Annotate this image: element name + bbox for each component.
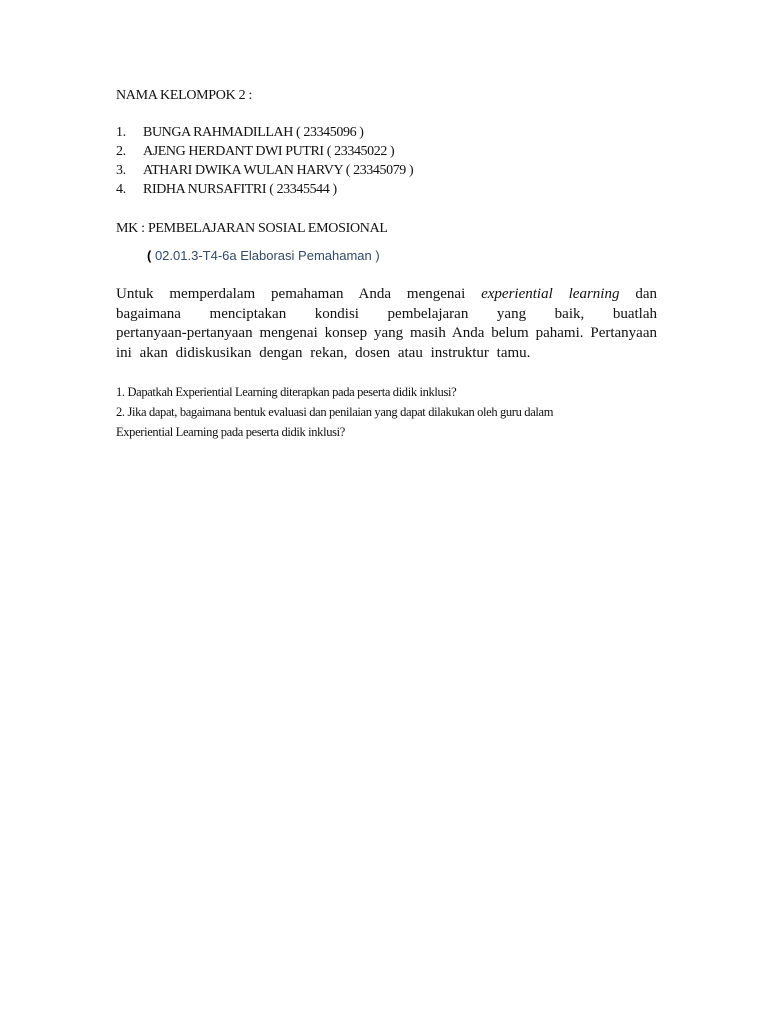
intro-paragraph: [116, 285, 657, 363]
member-list: [116, 125, 413, 201]
intro-line-1: [116, 285, 657, 305]
member-name: BUNGA RAHMADILLAH ( 23345096 ): [143, 125, 364, 140]
question-2-line-2: Experiential Learning pada peserta didik inklusi?: [116, 425, 345, 439]
activity-code: [147, 248, 380, 263]
activity-code-text: 02.01.3-T4-6a Elaborasi Pemahaman ): [151, 248, 380, 263]
member-item-2: [116, 144, 413, 163]
intro-text: Untuk memperdalam pemahaman Anda mengenai: [116, 286, 482, 302]
intro-emphasis: experiential learning: [481, 286, 620, 302]
course-title: MK : PEMBELAJARAN SOSIAL EMOSIONAL: [116, 221, 388, 236]
intro-line-2: bagaimana menciptakan kondisi pembelajaran yang baik, buatlah: [116, 305, 657, 322]
intro-text: dan: [619, 286, 657, 302]
group-title: NAMA KELOMPOK 2 :: [116, 88, 253, 103]
member-item-4: [116, 182, 413, 201]
member-number: 1.: [116, 125, 126, 140]
member-item-3: [116, 163, 413, 182]
question-1: 1. Dapatkah Experiential Learning diterapkan pada peserta didik inklusi?: [116, 385, 457, 399]
member-number: 2.: [116, 144, 126, 159]
member-number: 4.: [116, 182, 126, 197]
member-number: 3.: [116, 163, 126, 178]
member-name: ATHARI DWIKA WULAN HARVY ( 23345079 ): [143, 163, 414, 178]
intro-line-3: pertanyaan-pertanyaan mengenai konsep yang masih Anda belum pahami. Pertanyaan: [116, 325, 657, 341]
member-name: AJENG HERDANT DWI PUTRI ( 23345022 ): [143, 144, 395, 159]
activity-code-paren: (: [147, 248, 152, 263]
member-name: RIDHA NURSAFITRI ( 23345544 ): [143, 182, 337, 197]
intro-line-4: ini akan didiskusikan dengan rekan, dosen atau instruktur tamu.: [116, 344, 531, 361]
question-2-line-1: 2. Jika dapat, bagaimana bentuk evaluasi dan penilaian yang dapat dilakukan oleh guru dalam: [116, 405, 554, 419]
question-list: [116, 382, 636, 442]
member-item-1: [116, 125, 413, 144]
